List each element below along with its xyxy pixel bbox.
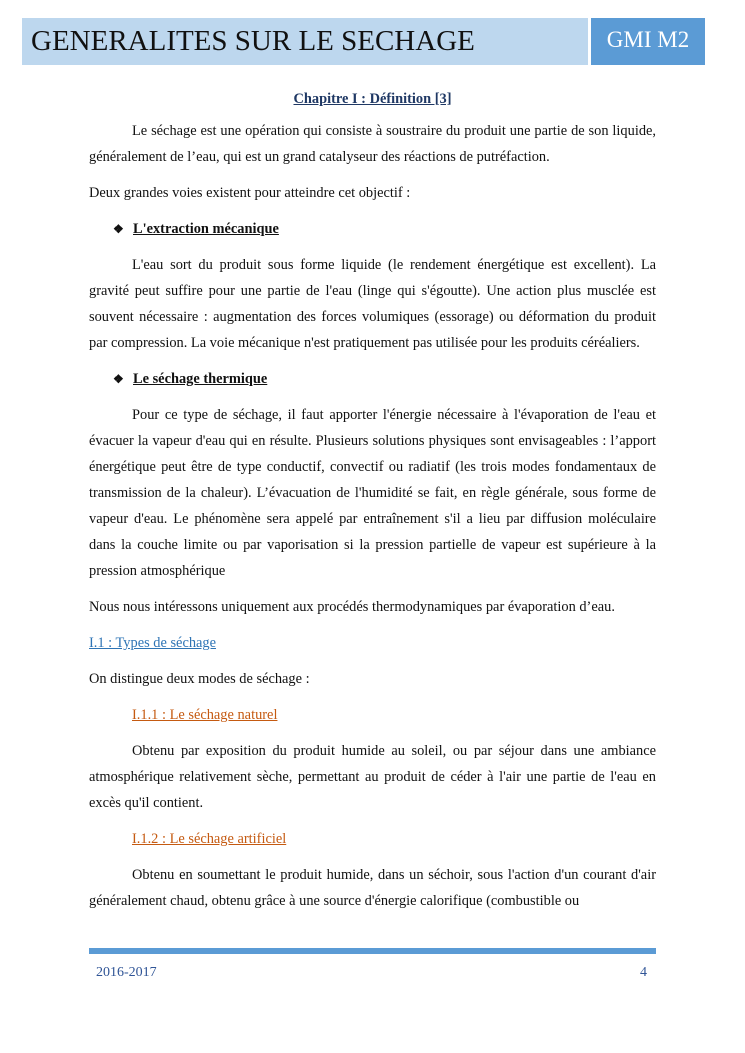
paragraph-thermodynamic: Nous nous intéressons uniquement aux procédés thermodynamiques par évaporation d’eau. [89,599,615,615]
paragraph-thermal: Pour ce type de séchage, il faut apporter l'énergie nécessaire à l'évaporation de l'eau et évacuer la vapeur d'eau qui en résulte. Plusieurs solutions physiques sont envisageables : l’apport énergétique peut être de type conductif, convectif ou radiatif (les trois modes fondamentaux de transmission de la chaleur). L’évacuation de l'humidité se fait, en règle générale, sous forme de vapeur d'eau. Le phénomène sera appelé par entraînement s'il a lieu par diffusion moléculaire dans la couche limite ou par vaporisation si la pression partielle de vapeur est supérieure à la pression atmosphérique [89,407,656,579]
diamond-bullet-icon: ❖ [113,222,124,236]
header-title: GENERALITES SUR LE SECHAGE [22,18,588,65]
diamond-bullet-icon: ❖ [113,372,124,386]
paragraph-mechanical: L'eau sort du produit sous forme liquide (le rendement énergétique est excellent). La gravité peut suffire pour une partie de l'eau (linge qui s'égoutte). Une action plus musclée est souvent nécessaire : augmentation des forces volumiques (essorage) ou déformation du produit par compression. La voie mécanique n'est pratiquement pas utilisée pour les produits céréaliers. [89,257,656,351]
page-header [22,18,705,65]
section-heading-types[interactable]: I.1 : Types de séchage [89,635,216,651]
page-body [89,86,656,914]
bullet-thermal-drying [89,366,656,392]
paragraph-artificial: Obtenu en soumettant le produit humide, dans un séchoir, sous l'action d'un courant d'air généralement chaud, obtenu grâce à une source d'énergie calorifique (combustible ou [89,867,656,909]
paragraph-definition: Le séchage est une opération qui consiste à soustraire du produit une partie de son liquide, généralement de l’eau, qui est un grand catalyseur des réactions de putréfaction. [89,123,656,165]
paragraph-two-ways: Deux grandes voies existent pour atteindre cet objectif : [89,185,411,201]
bullet-label: Le séchage thermique [133,371,268,387]
footer-rule [89,948,656,954]
header-course-code: GMI M2 [591,18,705,65]
chapter-title: Chapitre I : Définition [3] [293,91,452,107]
paragraph-natural: Obtenu par exposition du produit humide au soleil, ou par séjour dans une ambiance atmosphérique relativement sèche, permettant au produit de céder à l'air une partie de l'eau en excès qu'il contient. [89,743,656,811]
page-number: 4 [640,965,647,980]
subsection-heading-natural[interactable]: I.1.1 : Le séchage naturel [132,707,278,723]
footer-year: 2016-2017 [96,965,157,980]
paragraph-two-modes: On distingue deux modes de séchage : [89,671,310,687]
bullet-label: L'extraction mécanique [133,221,279,237]
subsection-heading-artificial[interactable]: I.1.2 : Le séchage artificiel [132,831,287,847]
bullet-mechanical-extraction [89,216,656,242]
